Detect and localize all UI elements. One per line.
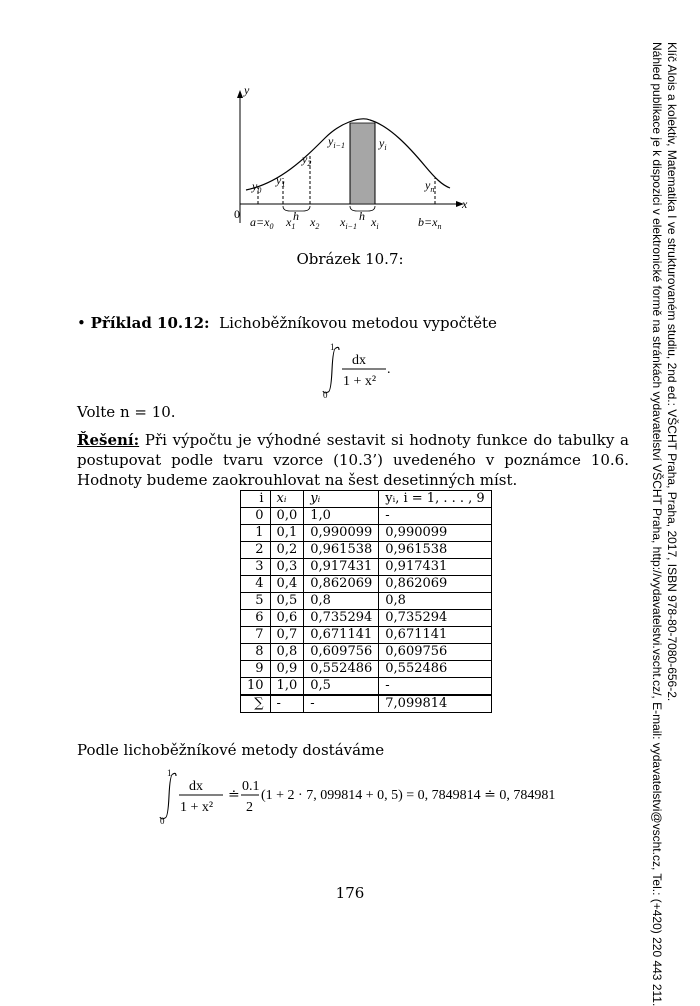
result-expression	[155, 768, 555, 824]
table-cell: 3	[241, 559, 271, 576]
h-label-2: h	[359, 209, 365, 223]
table-cell: 0,4	[270, 576, 304, 593]
integral-lower: 0	[160, 816, 165, 824]
x-label-xi: $x_i$	[371, 215, 379, 231]
step-denominator: 2	[246, 800, 253, 815]
table-cell: 0,0	[270, 508, 304, 525]
table-row	[241, 678, 492, 696]
integral-lower: 0	[323, 390, 328, 398]
example-heading	[77, 314, 497, 332]
integral-upper: 1	[167, 768, 172, 778]
page-number: 176	[335, 884, 365, 902]
header-i: i	[241, 491, 271, 508]
side-note-line2: Náhled publikace je k dispozici v elektronické formě na stránkách vydavatelství VŠCHT Praha, http://vydavatelstvi.vscht.cz/, E-mail: vydavatelstvi@vscht.cz, Tel.: (+420) 220 443 211.	[650, 42, 664, 1006]
table-cell: 4	[241, 576, 271, 593]
approx-sign: ≐	[228, 788, 240, 803]
y-axis-label: y	[244, 83, 250, 97]
solution-text: Při výpočtu je výhodné sestavit si hodnoty funkce do tabulky a postupovat podle tvaru vzorce (10.3’) uvedeného v poznámce 10.6. Hodnoty budeme zaokrouhlovat na šest desetinných míst.	[77, 431, 629, 489]
integrand-denominator: 1 + x²	[180, 800, 214, 815]
table-row	[241, 610, 492, 627]
solution-paragraph	[77, 430, 629, 490]
integrand-denominator: 1 + x²	[343, 374, 377, 389]
origin-label: 0	[234, 207, 240, 221]
integral-period: .	[387, 362, 391, 377]
table-cell: 1,0	[270, 678, 304, 696]
table-cell: 0,7	[270, 627, 304, 644]
table-row	[241, 593, 492, 610]
table-cell: 0,6	[270, 610, 304, 627]
table-row	[241, 559, 492, 576]
table-cell: 0,990099	[304, 525, 379, 542]
table-cell: 0,961538	[304, 542, 379, 559]
table-sum-row	[241, 695, 492, 713]
table-cell: 0,735294	[379, 610, 491, 627]
table-cell: 0,8	[270, 644, 304, 661]
table-cell: 0,552486	[304, 661, 379, 678]
integrand-numerator: dx	[352, 353, 366, 368]
table-cell: 0,5	[304, 678, 379, 696]
shaded-trapezoid	[350, 123, 375, 204]
result-rest: (1 + 2 · 7, 099814 + 0, 5) = 0, 7849814 ≐ 0, 784981	[261, 788, 555, 803]
table-cell: 0,2	[270, 542, 304, 559]
table-cell: 0	[241, 508, 271, 525]
table-cell: 0,609756	[379, 644, 491, 661]
table-cell: 1	[241, 525, 271, 542]
table-cell: 10	[241, 678, 271, 696]
table-cell: 9	[241, 661, 271, 678]
table-cell: 0,862069	[379, 576, 491, 593]
label-yi: $y_i$	[379, 136, 387, 152]
sum-cell: 7,099814	[379, 695, 491, 713]
table-row	[241, 508, 492, 525]
table-cell: 0,1	[270, 525, 304, 542]
figure-caption: Obrázek 10.7:	[296, 250, 404, 268]
solution-label: Řešení:	[77, 431, 140, 449]
volte-text: Volte n = 10.	[77, 403, 176, 421]
conclusion-text: Podle lichoběžníkové metody dostáváme	[77, 741, 385, 759]
table-cell: 0,5	[270, 593, 304, 610]
label-yn: $y_n$	[425, 178, 435, 194]
table-cell: 0,862069	[304, 576, 379, 593]
table-header-row	[241, 491, 492, 508]
table-cell: -	[379, 678, 491, 696]
integral-sign	[160, 773, 176, 818]
sum-cell: -	[304, 695, 379, 713]
table-cell: 0,735294	[304, 610, 379, 627]
label-y0: $y_0$	[252, 179, 262, 195]
example-title: Příklad 10.12:	[90, 314, 210, 332]
sum-cell: -	[270, 695, 304, 713]
table-cell: 0,9	[270, 661, 304, 678]
table-cell: 0,671141	[304, 627, 379, 644]
table-cell: 0,917431	[379, 559, 491, 576]
table-row	[241, 542, 492, 559]
table-cell: 0,917431	[304, 559, 379, 576]
y-axis-arrow	[237, 90, 243, 98]
trapezoid-figure	[220, 78, 480, 238]
integrand-numerator: dx	[189, 779, 203, 794]
x-label-x2: $x_2$	[310, 215, 320, 231]
table-cell: 6	[241, 610, 271, 627]
x-label-x1: $x_1$	[286, 215, 296, 231]
header-yi-range: yᵢ, i = 1, . . . , 9	[379, 491, 491, 508]
table-cell: 1,0	[304, 508, 379, 525]
label-y1: $y_1$	[276, 173, 286, 189]
table-cell: 5	[241, 593, 271, 610]
table-cell: 0,3	[270, 559, 304, 576]
h-label-1: h	[293, 209, 299, 223]
table-row	[241, 644, 492, 661]
table-row	[241, 661, 492, 678]
bullet: •	[77, 314, 86, 332]
table-cell: 0,609756	[304, 644, 379, 661]
table-cell: 7	[241, 627, 271, 644]
x-label-xi-1: $x_{i-1}$	[340, 215, 357, 231]
header-yi: yᵢ	[304, 491, 379, 508]
x-label-a: $a=x_0$	[250, 215, 274, 231]
integral-upper: 1	[330, 342, 335, 352]
table-cell: 0,671141	[379, 627, 491, 644]
table-cell: 0,961538	[379, 542, 491, 559]
table-cell: -	[379, 508, 491, 525]
header-xi: xᵢ	[270, 491, 304, 508]
x-label-b: $b=x_n$	[418, 215, 442, 231]
table-row	[241, 627, 492, 644]
values-table	[240, 490, 492, 713]
side-note	[650, 42, 679, 1006]
table-row	[241, 525, 492, 542]
example-text: Lichoběžníkovou metodou vypočtěte	[219, 314, 497, 332]
step-numerator: 0.1	[242, 779, 260, 794]
table-cell: 0,552486	[379, 661, 491, 678]
table-cell: 2	[241, 542, 271, 559]
x-axis-label: x	[462, 197, 468, 211]
label-y2: $y_2$	[302, 152, 312, 168]
table-cell: 0,990099	[379, 525, 491, 542]
label-yi-1: $y_{i-1}$	[328, 134, 345, 150]
sum-cell: ∑	[241, 695, 271, 713]
integral-expression	[318, 342, 438, 398]
table-cell: 8	[241, 644, 271, 661]
side-note-line1: Klíč Alois a kolektiv, Matematika I ve strukturovaném studiu, 2nd ed.: VŠCHT Praha, Praha, 2017, ISBN 978-80-7080-656-2.	[665, 42, 679, 702]
table-cell: 0,8	[379, 593, 491, 610]
table-row	[241, 576, 492, 593]
table-cell: 0,8	[304, 593, 379, 610]
integral-sign	[323, 347, 339, 392]
